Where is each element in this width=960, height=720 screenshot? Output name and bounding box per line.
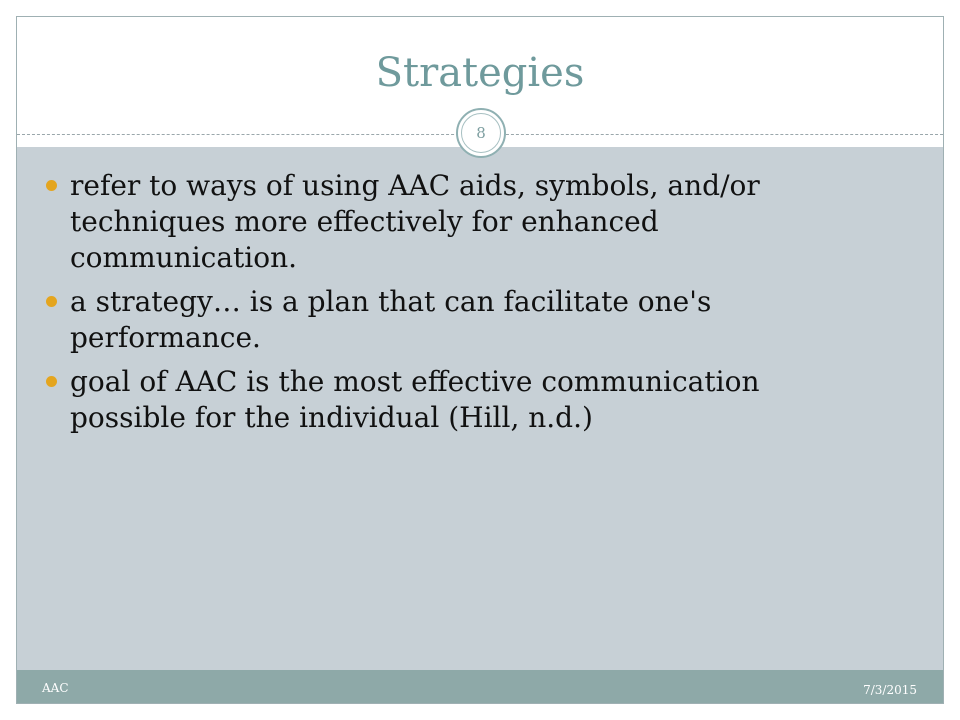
bullet-item <box>44 364 874 436</box>
bullet-text: a strategy… is a plan that can facilitate one's performance. <box>70 285 712 354</box>
bullet-list <box>44 168 874 444</box>
footer-bar <box>17 670 943 703</box>
page-number: 8 <box>461 113 501 153</box>
bullet-dot-icon <box>46 180 57 191</box>
bullet-text: refer to ways of using AAC aids, symbols, and/or techniques more effectively for enhanced communication. <box>70 169 760 274</box>
bullet-dot-icon <box>46 296 57 307</box>
bullet-text: goal of AAC is the most effective communication possible for the individual (Hill, n.d.) <box>70 365 760 434</box>
slide-title: Strategies <box>375 50 585 96</box>
footer-date: 7/3/2015 <box>863 683 917 697</box>
footer-label: AAC <box>42 681 69 695</box>
bullet-dot-icon <box>46 376 57 387</box>
page-number-badge <box>456 108 506 158</box>
bullet-item <box>44 284 874 356</box>
bullet-item <box>44 168 874 276</box>
